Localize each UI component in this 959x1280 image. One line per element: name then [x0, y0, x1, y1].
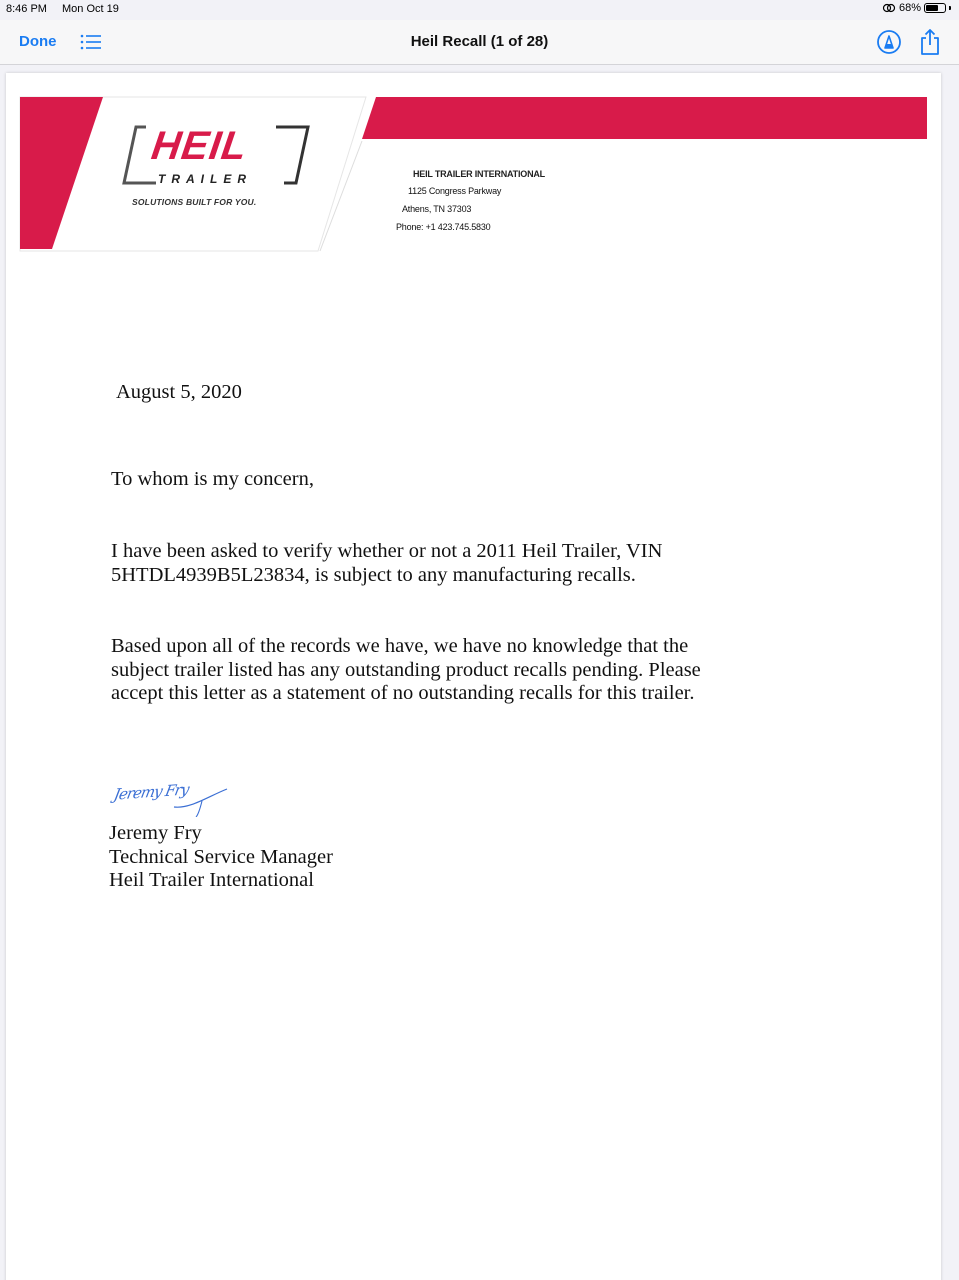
letter-date: August 5, 2020 — [116, 381, 242, 403]
paragraph-2-line: subject trailer listed has any outstanding product recalls pending. Please — [111, 658, 701, 681]
battery-cap — [949, 6, 951, 10]
signature-text: Jeremy Fry — [112, 780, 191, 804]
document-title: Heil Recall (1 of 28) — [410, 33, 549, 50]
status-date: Mon Oct 19 — [62, 3, 119, 15]
logo-tagline: SOLUTIONS BUILT FOR YOU. — [132, 197, 257, 207]
navigation-bar — [0, 20, 959, 65]
status-time: 8:46 PM — [6, 3, 47, 15]
letterhead — [6, 73, 941, 273]
letter-paragraph-2 — [111, 635, 811, 706]
signer-company: Heil Trailer International — [109, 869, 314, 891]
signer-title: Technical Service Manager — [109, 845, 333, 868]
company-street: 1125 Congress Parkway — [408, 186, 502, 196]
list-icon[interactable] — [80, 33, 102, 51]
battery-level-fill — [926, 5, 938, 11]
letter-salutation: To whom is my concern, — [111, 468, 314, 490]
orientation-lock-icon — [882, 3, 896, 13]
markup-pen-icon[interactable] — [876, 29, 902, 55]
pdf-page[interactable] — [6, 73, 941, 1280]
paragraph-1-line: 5HTDL4939B5L23834, is subject to any manufacturing recalls. — [111, 563, 636, 586]
company-name: HEIL TRAILER INTERNATIONAL — [413, 169, 545, 179]
battery-percent: 68% — [898, 2, 921, 14]
battery-icon — [924, 3, 946, 13]
letter-paragraph-1 — [111, 540, 811, 587]
company-city: Athens, TN 37303 — [402, 204, 472, 214]
paragraph-2-line: accept this letter as a statement of no outstanding recalls for this trailer. — [111, 682, 695, 704]
logo-trailer: TRAILER — [158, 172, 252, 186]
signature-flourish — [172, 787, 232, 817]
done-button[interactable]: Done — [19, 33, 57, 50]
share-icon[interactable] — [918, 28, 942, 56]
handwritten-signature — [112, 780, 229, 823]
paragraph-2-line: Based upon all of the records we have, we have no knowledge that the — [111, 635, 689, 657]
signer-name: Jeremy Fry — [109, 822, 202, 844]
red-band-right — [362, 97, 927, 139]
status-indicators — [882, 2, 951, 14]
paragraph-1-line: I have been asked to verify whether or not a 2011 Heil Trailer, VIN — [111, 540, 663, 562]
status-bar — [0, 0, 959, 20]
signature-block — [109, 822, 333, 893]
logo-heil: HEIL — [148, 124, 251, 168]
company-phone: Phone: +1 423.745.5830 — [396, 222, 491, 232]
